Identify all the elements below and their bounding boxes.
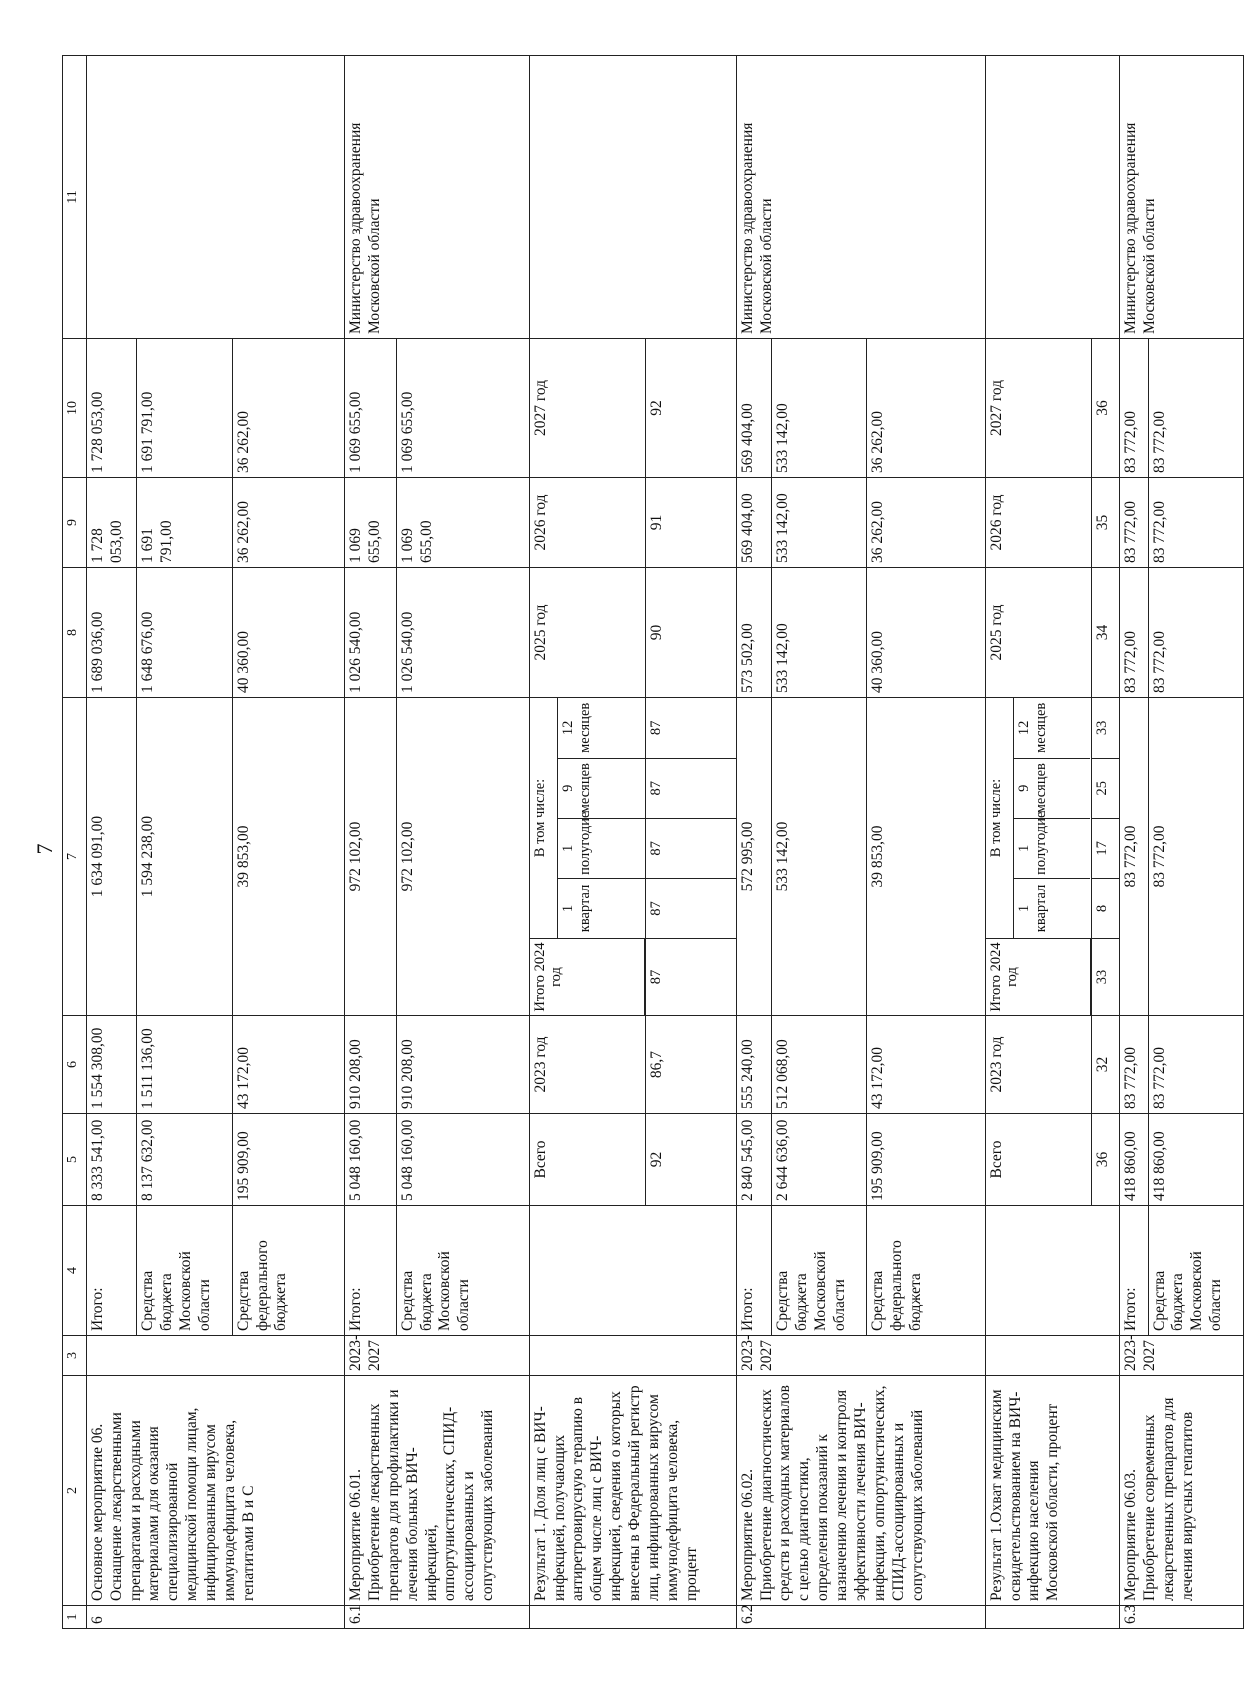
years: 2023-2027 bbox=[736, 1336, 985, 1376]
value-2024: 1 594 238,00 bbox=[137, 698, 232, 1016]
result-m12: 87 bbox=[646, 698, 736, 758]
value-2023: 555 240,00 bbox=[736, 1016, 771, 1114]
result-h1: 87 bbox=[646, 818, 736, 878]
value-2026: 569 404,00 bbox=[736, 478, 771, 568]
value-2025: 40 360,00 bbox=[232, 568, 344, 698]
result-m9: 87 bbox=[646, 758, 736, 818]
value-2026: 83 772,00 bbox=[1120, 478, 1148, 568]
value-2025: 573 502,00 bbox=[736, 568, 771, 698]
col-num: 1 bbox=[63, 1606, 87, 1629]
value-2025: 1 026 540,00 bbox=[344, 568, 396, 698]
value-2027: 1 069 655,00 bbox=[344, 339, 396, 478]
funding-label bbox=[529, 1206, 736, 1336]
col-num: 2 bbox=[63, 1376, 87, 1606]
h1-label: 1 полугодие bbox=[1014, 818, 1091, 878]
result-head-total: Всего bbox=[529, 1114, 645, 1206]
row-number: 6.1 bbox=[344, 1606, 529, 1629]
years bbox=[985, 1336, 1120, 1376]
value-total: 418 860,00 bbox=[1120, 1114, 1148, 1206]
value-2026: 533 142,00 bbox=[772, 478, 867, 568]
funding-label: Средства бюджета Московской области bbox=[772, 1206, 867, 1336]
activity-name: Мероприятие 06.03. Приобретение современных лекарственных препаратов для лечения вирусных гепатитов bbox=[1120, 1376, 1244, 1606]
activity-name: Мероприятие 06.01. Приобретение лекарственных препаратов для профилактики и лечения больных ВИЧ-инфекцией, оппортунистических, СПИД-ассоциированных и сопутствующих заболеваний bbox=[344, 1376, 529, 1606]
value-2024: 972 102,00 bbox=[396, 698, 529, 1016]
row-number: 6.3 bbox=[1120, 1606, 1244, 1629]
executor bbox=[529, 56, 736, 339]
value-2024: 39 853,00 bbox=[232, 698, 344, 1016]
result-total: 36 bbox=[1091, 1114, 1119, 1206]
value-2026: 83 772,00 bbox=[1148, 478, 1243, 568]
value-2024: 533 142,00 bbox=[772, 698, 867, 1016]
executor bbox=[985, 56, 1120, 339]
value-2023: 43 172,00 bbox=[232, 1016, 344, 1114]
executor bbox=[86, 56, 344, 339]
value-2025: 83 772,00 bbox=[1148, 568, 1243, 698]
result-total: 92 bbox=[646, 1114, 737, 1206]
incl-label: В том числе: bbox=[986, 698, 1014, 939]
value-2024: 572 995,00 bbox=[736, 698, 771, 1016]
value-2027: 569 404,00 bbox=[736, 339, 771, 478]
col-num: 5 bbox=[63, 1114, 87, 1206]
result-q1: 87 bbox=[646, 878, 736, 938]
q1-label: 1 квартал bbox=[558, 878, 645, 938]
value-2025: 1 026 540,00 bbox=[396, 568, 529, 698]
value-total: 8 137 632,00 bbox=[137, 1114, 232, 1206]
value-2023: 512 068,00 bbox=[772, 1016, 867, 1114]
table-row bbox=[985, 56, 1091, 1629]
result-head-2024 bbox=[985, 698, 1091, 1016]
result-2025: 34 bbox=[1091, 568, 1119, 698]
column-numbers-row bbox=[63, 56, 87, 1629]
result-h1: 17 bbox=[1092, 818, 1119, 878]
years bbox=[529, 1336, 736, 1376]
funding-label: Средства бюджета Московской области bbox=[396, 1206, 529, 1336]
executor: Министерство здравоохранения Московской области bbox=[1120, 56, 1244, 339]
value-2026: 1 728 053,00 bbox=[86, 478, 137, 568]
result-head-2024 bbox=[529, 698, 645, 1016]
itogo-2024-label: Итого 2024 год bbox=[986, 939, 1091, 1016]
value-2024: 972 102,00 bbox=[344, 698, 396, 1016]
value-2023: 83 772,00 bbox=[1120, 1016, 1148, 1114]
value-2026: 36 262,00 bbox=[867, 478, 985, 568]
col-num: 8 bbox=[63, 568, 87, 698]
value-2027: 1 691 791,00 bbox=[137, 339, 232, 478]
m12-label: 12 месяцев bbox=[1014, 698, 1091, 758]
result-head-2025: 2025 год bbox=[529, 568, 645, 698]
value-total: 8 333 541,00 bbox=[86, 1114, 137, 1206]
funding-label: Средства бюджета Московской области bbox=[1148, 1206, 1243, 1336]
result-2024 bbox=[1091, 698, 1119, 1016]
funding-label: Средства бюджета Московской области bbox=[137, 1206, 232, 1336]
value-2026: 1 069 655,00 bbox=[344, 478, 396, 568]
result-head-2026: 2026 год bbox=[985, 478, 1091, 568]
value-2026: 36 262,00 bbox=[232, 478, 344, 568]
value-2023: 910 208,00 bbox=[396, 1016, 529, 1114]
years: 2023-2027 bbox=[344, 1336, 529, 1376]
value-2024: 39 853,00 bbox=[867, 698, 985, 1016]
row-number: 6 bbox=[86, 1606, 344, 1629]
value-2025: 1 648 676,00 bbox=[137, 568, 232, 698]
row-number bbox=[985, 1606, 1120, 1629]
result-head-2027: 2027 год bbox=[985, 339, 1091, 478]
value-2025: 83 772,00 bbox=[1120, 568, 1148, 698]
value-total: 195 909,00 bbox=[232, 1114, 344, 1206]
col-num: 3 bbox=[63, 1336, 87, 1376]
table-row bbox=[344, 56, 396, 1629]
value-2027: 36 262,00 bbox=[232, 339, 344, 478]
value-2024: 83 772,00 bbox=[1148, 698, 1243, 1016]
value-2027: 533 142,00 bbox=[772, 339, 867, 478]
result-2024 bbox=[646, 698, 737, 1016]
m12-label: 12 месяцев bbox=[558, 698, 645, 758]
value-total: 5 048 160,00 bbox=[344, 1114, 396, 1206]
result-itogo-2024: 33 bbox=[1092, 939, 1119, 1016]
value-2024: 1 634 091,00 bbox=[86, 698, 137, 1016]
value-total: 5 048 160,00 bbox=[396, 1114, 529, 1206]
value-2027: 1 069 655,00 bbox=[396, 339, 529, 478]
value-2025: 1 689 036,00 bbox=[86, 568, 137, 698]
value-total: 195 909,00 bbox=[867, 1114, 985, 1206]
value-total: 2 644 636,00 bbox=[772, 1114, 867, 1206]
value-2026: 1 691 791,00 bbox=[137, 478, 232, 568]
executor: Министерство здравоохранения Московской области bbox=[736, 56, 985, 339]
value-2027: 36 262,00 bbox=[867, 339, 985, 478]
result-2023: 32 bbox=[1091, 1016, 1119, 1114]
row-number: 6.2 bbox=[736, 1606, 985, 1629]
result-itogo-2024: 87 bbox=[646, 939, 736, 1016]
years: 2023-2027 bbox=[1120, 1336, 1244, 1376]
value-total: 2 840 545,00 bbox=[736, 1114, 771, 1206]
value-2025: 40 360,00 bbox=[867, 568, 985, 698]
funding-label: Средства федерального бюджета bbox=[867, 1206, 985, 1336]
table-row bbox=[1120, 56, 1148, 1629]
value-total: 418 860,00 bbox=[1148, 1114, 1243, 1206]
q1-label: 1 квартал bbox=[1014, 878, 1091, 938]
page-number: 7 bbox=[32, 843, 57, 855]
funding-label: Итого: bbox=[86, 1206, 137, 1336]
table-row bbox=[736, 56, 771, 1629]
result-q1: 8 bbox=[1092, 878, 1119, 938]
value-2023: 43 172,00 bbox=[867, 1016, 985, 1114]
row-number bbox=[529, 1606, 736, 1629]
rotated-page bbox=[62, 56, 1244, 1629]
funding-label: Итого: bbox=[736, 1206, 771, 1336]
years bbox=[86, 1336, 344, 1376]
m9-label: 9 месяцев bbox=[558, 758, 645, 818]
col-num: 9 bbox=[63, 478, 87, 568]
result-head-2023: 2023 год bbox=[985, 1016, 1091, 1114]
value-2027: 83 772,00 bbox=[1120, 339, 1148, 478]
result-head-2025: 2025 год bbox=[985, 568, 1091, 698]
result-2023: 86,7 bbox=[646, 1016, 737, 1114]
funding-label bbox=[985, 1206, 1120, 1336]
value-2023: 83 772,00 bbox=[1148, 1016, 1243, 1114]
col-num: 11 bbox=[63, 56, 87, 339]
table-row bbox=[529, 56, 645, 1629]
result-2027: 92 bbox=[646, 339, 737, 478]
value-2023: 1 511 136,00 bbox=[137, 1016, 232, 1114]
value-2023: 910 208,00 bbox=[344, 1016, 396, 1114]
result-2026: 35 bbox=[1091, 478, 1119, 568]
result-m12: 33 bbox=[1092, 698, 1119, 758]
incl-label: В том числе: bbox=[530, 698, 558, 939]
col-num: 4 bbox=[63, 1206, 87, 1336]
activity-name: Основное мероприятие 06. Оснащение лекарственными препаратами и расходными материалами для оказания специализированной медицинской помощи лицам, инфицированным вирусом иммунодефицита человека, гепатитами В и С bbox=[86, 1376, 344, 1606]
col-num: 6 bbox=[63, 1016, 87, 1114]
result-2027: 36 bbox=[1091, 339, 1119, 478]
result-name: Результат 1.Охват медицинским освидетельствованием на ВИЧ-инфекцию населения Московской области, процент bbox=[985, 1376, 1120, 1606]
activity-name: Мероприятие 06.02. Приобретение диагностических средств и расходных материалов с целью диагностики, определения показаний к назначению лечения и контроля эффективности лечения ВИЧ-инфекции, оппортунистических, СПИД-ассоциированных и сопутствующих заболеваний bbox=[736, 1376, 985, 1606]
result-name: Результат 1. Доля лиц с ВИЧ-инфекцией, получающих антиретровирусную терапию в общем числе лиц с ВИЧ-инфекцией, сведения о которых внесены в Федеральный регистр лиц, инфицированных вирусом иммунодефицита человека, процент bbox=[529, 1376, 736, 1606]
result-2026: 91 bbox=[646, 478, 737, 568]
value-2024: 83 772,00 bbox=[1120, 698, 1148, 1016]
value-2026: 1 069 655,00 bbox=[396, 478, 529, 568]
executor: Министерство здравоохранения Московской области bbox=[344, 56, 529, 339]
funding-label: Средства федерального бюджета bbox=[232, 1206, 344, 1336]
result-head-2026: 2026 год bbox=[529, 478, 645, 568]
result-head-total: Всего bbox=[985, 1114, 1091, 1206]
value-2025: 533 142,00 bbox=[772, 568, 867, 698]
value-2027: 1 728 053,00 bbox=[86, 339, 137, 478]
program-table bbox=[62, 55, 1244, 1629]
value-2023: 1 554 308,00 bbox=[86, 1016, 137, 1114]
result-head-2027: 2027 год bbox=[529, 339, 645, 478]
value-2027: 83 772,00 bbox=[1148, 339, 1243, 478]
funding-label: Итого: bbox=[1120, 1206, 1148, 1336]
col-num: 7 bbox=[63, 698, 87, 1016]
result-head-2023: 2023 год bbox=[529, 1016, 645, 1114]
result-m9: 25 bbox=[1092, 758, 1119, 818]
funding-label: Итого: bbox=[344, 1206, 396, 1336]
result-2025: 90 bbox=[646, 568, 737, 698]
col-num: 10 bbox=[63, 339, 87, 478]
table-row bbox=[86, 56, 137, 1629]
h1-label: 1 полугодие bbox=[558, 818, 645, 878]
itogo-2024-label: Итого 2024 год bbox=[530, 939, 645, 1016]
m9-label: 9 месяцев bbox=[1014, 758, 1091, 818]
